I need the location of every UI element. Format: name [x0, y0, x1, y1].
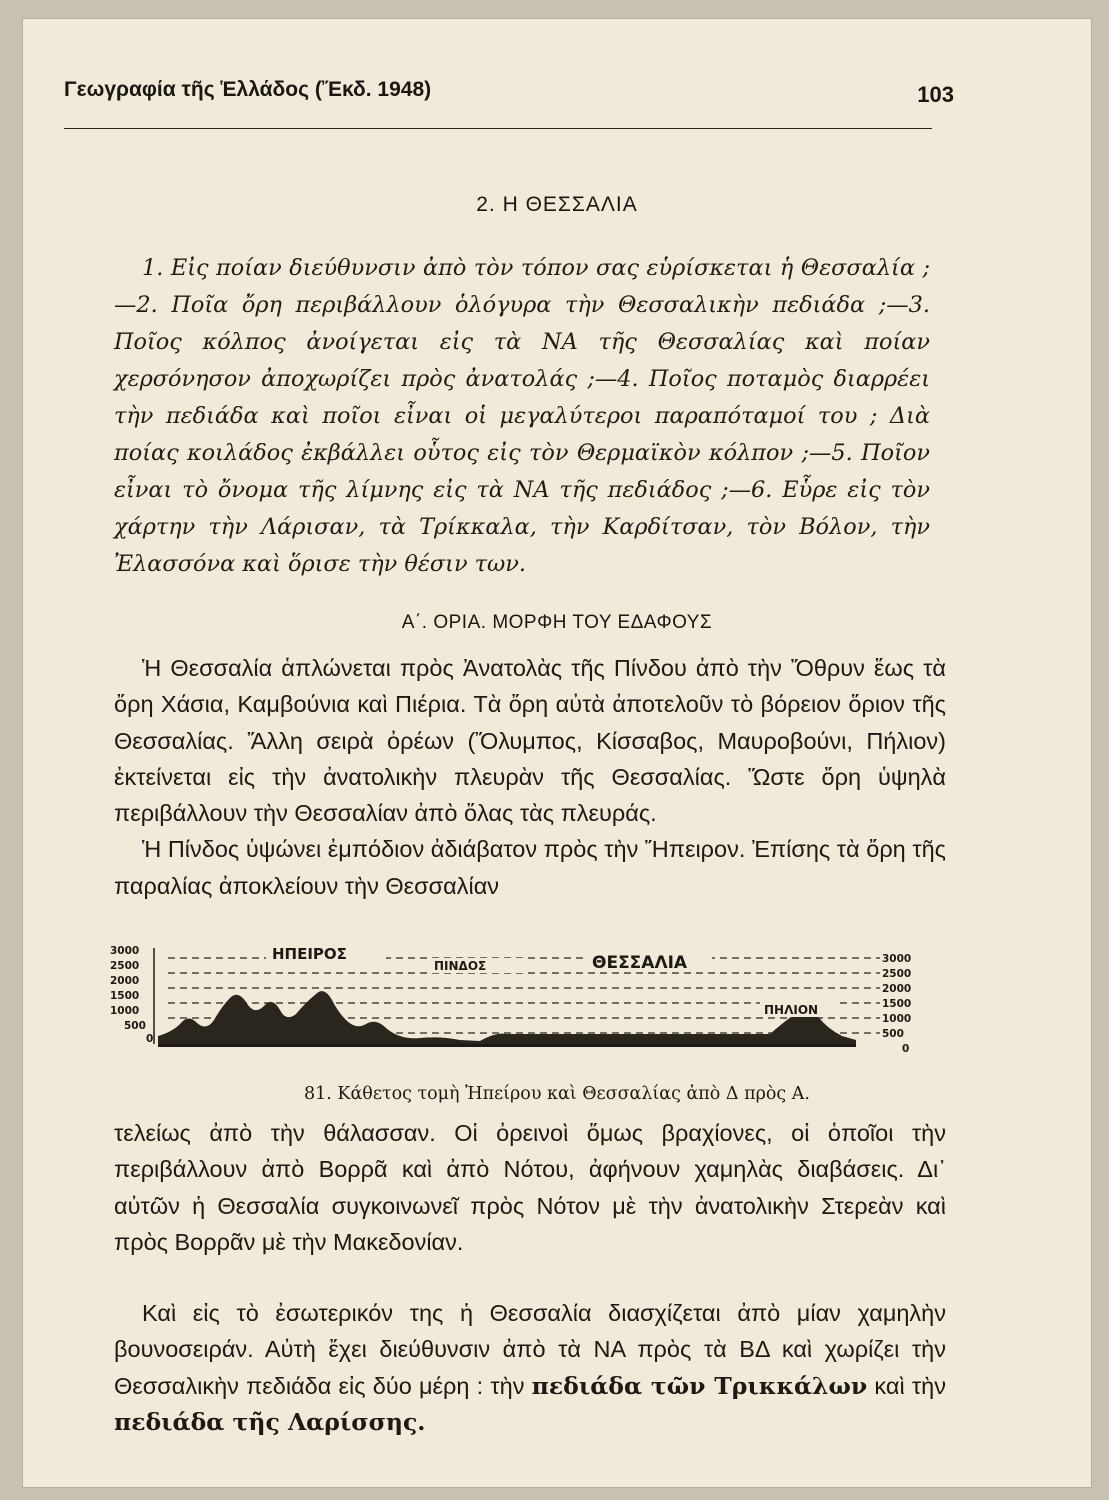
scale-right-500: 500	[882, 1028, 904, 1040]
sea-level-base	[158, 1044, 856, 1047]
label-pindos: ΠΙΝΔΟΣ	[434, 959, 487, 973]
paragraph-passes: τελείως ἀπὸ τὴν θάλασσαν. Οἱ ὀρεινοὶ ὅμως βραχίονες, οἱ ὁποῖοι τὴν περιβάλλουν ἀπὸ Βορρᾶ καὶ ἀπὸ Νότου, ἀφήνουν χαμηλὰς διαβάσεις. Δι᾿ αὐτῶν ἡ Θεσσαλία συγκοινωνεῖ πρὸς Νότον μὲ τὴν ἀνατολικὴν Στερεὰν καὶ πρὸς Βορρᾶν μὲ τὴν Μακεδονίαν.	[114, 1120, 946, 1255]
scale-right-3000: 3000	[882, 953, 912, 965]
subsection-heading: Α΄. ΟΡΙΑ. ΜΟΡΦΗ ΤΟΥ ΕΔΑΦΟΥΣ	[401, 612, 713, 633]
book-page	[22, 18, 1092, 1488]
section-title: 2. Η ΘΕΣΣΑΛΙΑ	[476, 193, 638, 216]
scale-left-3000: 3000	[110, 945, 140, 957]
label-thessaly: ΘΕΣΣΑΛΙΑ	[592, 953, 688, 973]
paragraph-borders: Ἡ Θεσσαλία ἁπλώνεται πρὸς Ἀνατολὰς τῆς Πίνδου ἀπὸ τὴν Ὄθρυν ἕως τὰ ὄρη Χάσια, Καμβούνια καὶ Πιέρια. Τὰ ὄρη αὐτὰ ἀποτελοῦν τὸ βόρειον ὅριον τῆς Θεσσαλίας. Ἄλλη σειρὰ ὀρέων (Ὄλυμπος, Κίσσαβος, Μαυροβούνι, Πήλιον) ἐκτείνεται εἰς τὴν ἀνατολικὴν πλευρὰν τῆς Θεσσαλίας. Ὥστε ὄρη ὑψηλὰ περιβάλλουν τὴν Θεσσαλίαν ἀπὸ ὅλας τὰς πλευράς.	[114, 655, 946, 827]
scale-left-2500: 2500	[110, 960, 140, 972]
scale-left-500: 500	[124, 1020, 146, 1032]
scale-right-2500: 2500	[882, 968, 912, 980]
paragraph-interior-start: Καὶ εἰς τὸ ἐσωτερικόν της ἡ Θεσσαλία διασχίζεται ἀπὸ μίαν χαμηλὴν βουνοσειράν. Αὐτὴ ἔχει διεύθυνσιν ἀπὸ τὰ ΝΑ πρὸς τὰ ΒΔ καὶ χωρίζει τὴν Θεσσαλικὴν πεδιάδα εἰς δύο μέρη : τὴν	[114, 1300, 946, 1399]
scale-left-2000: 2000	[110, 975, 140, 987]
label-epirus: ΗΠΕΙΡΟΣ	[272, 945, 347, 963]
paragraph-interior-mid: καὶ τὴν	[867, 1372, 946, 1399]
scale-left-1000: 1000	[110, 1005, 140, 1017]
scale-left-0: 0	[146, 1033, 154, 1045]
term-trikala-plain: πεδιάδα τῶν Τρικκάλων	[531, 1371, 868, 1400]
running-title: Γεωγραφία τῆς Ἑλλάδος (Ἔκδ. 1948)	[64, 78, 432, 101]
body-text-block-1	[114, 650, 946, 904]
header-rule	[64, 128, 932, 129]
label-pelion: ΠΗΛΙΟΝ	[764, 1003, 819, 1017]
paragraph-pindos: Ἡ Πίνδος ὑψώνει ἐμπόδιον ἀδιάβατον πρὸς τὴν Ἤπειρον. Ἐπίσης τὰ ὄρη τῆς παραλίας ἀποκλείουν τὴν Θεσσαλίαν	[114, 836, 946, 899]
body-text-block-2	[114, 1115, 946, 1260]
term-larissa-plain: πεδιάδα τῆς Λαρίσσης.	[114, 1407, 426, 1436]
paragraph-interior	[114, 1295, 946, 1440]
review-questions	[114, 250, 930, 583]
right-scale	[882, 953, 911, 1055]
scale-right-2000: 2000	[882, 983, 912, 995]
figure-caption: 81. Κάθετος τομὴ Ἠπείρου καὶ Θεσσαλίας ἀπὸ Δ πρὸς Α.	[304, 1084, 810, 1104]
cross-section-figure	[110, 940, 950, 1065]
left-scale	[110, 945, 153, 1045]
scale-right-1000: 1000	[882, 1013, 912, 1025]
scale-left-1500: 1500	[110, 990, 140, 1002]
scale-right-1500: 1500	[882, 998, 912, 1010]
body-text-block-3	[114, 1295, 946, 1440]
scale-right-0: 0	[902, 1043, 910, 1055]
questions-text: 1. Εἰς ποίαν διεύθυνσιν ἀπὸ τὸν τόπον σας εὑρίσκεται ἡ Θεσσαλία ;—2. Ποῖα ὄρη περιβάλλουν ὁλόγυρα τὴν Θεσσαλικὴν πεδιάδα ;—3. Ποῖος κόλπος ἀνοίγεται εἰς τὰ ΝΑ τῆς Θεσσαλίας καὶ ποίαν χερσόνησον ἀποχωρίζει πρὸς ἀνατολάς ;—4. Ποῖος ποταμὸς διαρρέει τὴν πεδιάδα καὶ ποῖοι εἶναι οἱ μεγαλύτεροι παραπόταμοί του ; Διὰ ποίας κοιλάδος ἐκβάλλει οὗτος εἰς τὸν Θερμαϊκὸν κόλπον ;—5. Ποῖον εἶναι τὸ ὄνομα τῆς λίμνης εἰς τὰ ΝΑ τῆς πεδιάδος ;—6. Εὗρε εἰς τὸν χάρτην τὴν Λάρισαν, τὰ Τρίκκαλα, τὴν Καρδίτσαν, τὸν Βόλον, τὴν Ἐλασσόνα καὶ ὅρισε τὴν θέσιν των.	[114, 255, 930, 577]
page-number: 103	[917, 82, 954, 107]
